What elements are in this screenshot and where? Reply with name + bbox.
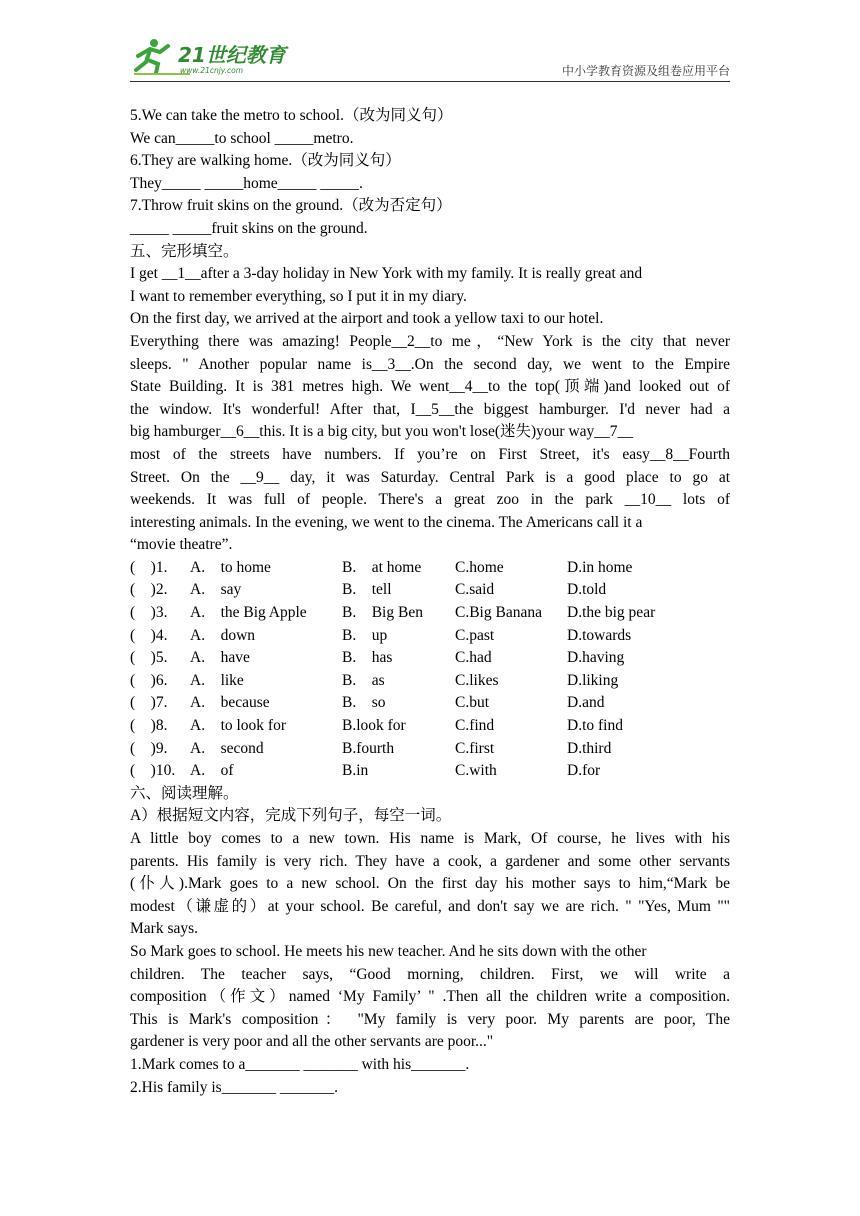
question-number: ( )10. [130,762,176,780]
section-6-heading: 六、阅读理解。 [130,784,239,802]
reading-line: gardener is very poor and all the other servants are poor..." [130,1033,494,1051]
option-b: B. so [342,694,386,712]
option-row [130,579,730,602]
option-d: D.the big pear [567,604,656,622]
option-b: B. at home [342,558,422,576]
option-row [130,557,730,580]
option-c: C.likes [455,671,499,689]
cloze-line: I get __1__after a 3-day holiday in New York with my family. It is really great and [130,265,643,283]
option-c: C.Big Banana [455,604,542,622]
option-b: B. Big Ben [342,604,423,622]
comprehension-question-2: 2.His family is_______ _______. [130,1078,338,1096]
logo-url: www.21cnjy.com [180,66,244,75]
reading-line: composition（作文）named ‘My Family’ " .Then all the children write a composition. [130,988,730,1006]
question-number: ( )5. [130,649,168,667]
option-d: D.third [567,739,612,757]
option-a: A. like [190,671,244,689]
page-header [130,30,730,82]
option-a: A. to home [190,558,271,576]
option-row [130,625,730,648]
question-number: ( )1. [130,558,168,576]
option-row [130,715,730,738]
question-number: ( )6. [130,671,168,689]
option-c: C.find [455,717,495,735]
question-5: 5.We can take the metro to school.（改为同义句） [130,107,453,124]
section-5-heading: 五、完形填空。 [130,242,239,260]
logo-text: 21世纪教育 [178,43,286,67]
option-d: D.having [567,649,625,667]
option-a: A. have [190,649,250,667]
cloze-line: On the first day, we arrived at the airport and took a yellow taxi to our hotel. [130,310,604,328]
option-a: A. the Big Apple [190,604,307,622]
option-row [130,602,730,625]
question-number: ( )9. [130,739,168,757]
cloze-line: the window. It's wonderful! After that, I__5__the biggest hamburger. I'd never had a [130,400,730,418]
option-b: B. as [342,671,385,689]
option-c: C.past [455,626,495,644]
option-a: A. to look for [190,717,287,735]
option-b: B. tell [342,581,392,599]
reading-line: So Mark goes to school. He meets his new teacher. And he sits down with the other [130,942,647,960]
part-a-instruction: A）根据短文内容，完成下列句子，每空一词。 [130,807,452,825]
reading-line: Mark says. [130,920,199,938]
option-b: B.look for [342,717,406,735]
option-c: C.with [455,762,497,780]
question-7: 7.Throw fruit skins on the ground.（改为否定句） [130,197,452,215]
reading-line: This is Mark's composition： "My family is very poor. My parents are poor, The [130,1010,730,1028]
site-logo [130,36,330,76]
reading-line: parents. His family is very rich. They have a cook, a gardener and some other servants [130,852,730,870]
option-a: A. down [190,626,256,644]
option-row [130,692,730,715]
option-c: C.but [455,694,490,712]
option-d: D.in home [567,558,633,576]
reading-line: modest（谦虚的）at your school. Be careful, and don't say we are rich. " "Yes, Mum "" [130,897,730,915]
option-row [130,738,730,761]
cloze-line: State Building. It is 381 metres high. We went__4__to the top(顶端)and looked out of [130,378,730,396]
option-d: D.told [567,581,607,599]
comprehension-question-1: 1.Mark comes to a_______ _______ with his_______. [130,1055,470,1073]
question-number: ( )3. [130,604,168,622]
cloze-line: “movie theatre”. [130,536,233,554]
cloze-line: sleeps. " Another popular name is__3__.On the second day, we went to the Empire [130,355,730,373]
answer-line-5: We can_____to school _____metro. [130,129,354,147]
option-b: B. has [342,649,393,667]
platform-name: 中小学教育资源及组卷应用平台 [561,64,730,78]
cloze-line: big hamburger__6__this. It is a big city, but you won't lose(迷失)your way__7__ [130,423,634,441]
question-number: ( )8. [130,717,168,735]
cloze-line: Everything there was amazing! People__2__to me，“New York is the city that never [130,332,730,350]
option-b: B.fourth [342,739,395,757]
option-c: C.home [455,558,504,576]
option-d: D.to find [567,717,623,735]
question-number: ( )2. [130,581,168,599]
option-b: B. up [342,626,388,644]
option-row [130,670,730,693]
cloze-line: most of the streets have numbers. If you’re on First Street, it's easy__8__Fourth [130,445,730,463]
question-6: 6.They are walking home.（改为同义句） [130,152,401,170]
option-d: D.for [567,762,601,780]
reading-line: (仆人).Mark goes to a new school. On the first day his mother says to him,“Mark be [130,875,730,893]
answer-line-7: _____ _____fruit skins on the ground. [130,219,368,237]
option-d: D.and [567,694,605,712]
option-a: A. because [190,694,270,712]
cloze-line: I want to remember everything, so I put it in my diary. [130,287,467,305]
cloze-line: interesting animals. In the evening, we went to the cinema. The Americans call it a [130,513,643,531]
question-number: ( )7. [130,694,168,712]
reading-line: A little boy comes to a new town. His name is Mark, Of course, he lives with his [130,830,730,847]
header-divider [130,81,730,82]
document-body [130,105,730,1099]
option-row [130,760,730,783]
question-number: ( )4. [130,626,168,644]
reading-line: children. The teacher says, “Good morning, children. First, we will write a [130,965,730,983]
cloze-line: Street. On the __9__ day, it was Saturday. Central Park is a good place to go at [130,468,730,486]
option-c: C.said [455,581,495,599]
option-row [130,647,730,670]
option-c: C.first [455,739,495,757]
option-a: A. say [190,581,242,599]
option-c: C.had [455,649,492,667]
option-b: B.in [342,762,369,780]
option-a: A. of [190,762,234,780]
option-d: D.towards [567,626,632,644]
option-d: D.liking [567,671,619,689]
cloze-line: weekends. It was full of people. There's a great zoo in the park __10__ lots of [130,491,730,509]
answer-line-6: They_____ _____home_____ _____. [130,174,363,192]
option-a: A. second [190,739,264,757]
